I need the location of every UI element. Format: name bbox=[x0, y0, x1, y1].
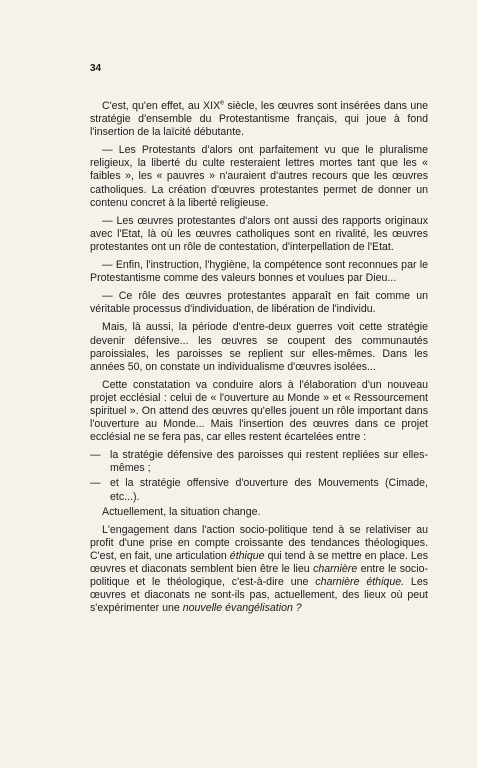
paragraph bbox=[90, 259, 428, 285]
italic-text: éthique bbox=[229, 549, 265, 562]
text-run: — Ce rôle des œuvres protestantes apparaît en fait comme un véritable processus d'individuation, de libération de l'individu. bbox=[90, 290, 428, 316]
paragraph bbox=[90, 321, 428, 373]
paragraph-group bbox=[90, 100, 428, 444]
italic-text: nouvelle évangélisation ? bbox=[182, 602, 302, 615]
bullet-text: et la stratégie offensive d'ouverture des Mouvements (Cimade, etc...). bbox=[110, 477, 428, 503]
text-run: siècle, les œuvres sont insérées dans une stratégie d'ensemble du Protestantisme français, qui joue à fond l'insertion de la laïcité débutante. bbox=[90, 100, 428, 139]
text-run: — Les Protestants d'alors ont parfaitement vu que le pluralisme religieux, la liberté du culte resteraient lettres mortes tant que les « faibles », les « pauvres » n'auraient d'autres recours que les œuvres catholiques. La création d'œuvres protestantes permet de donner un contenu concret à la liberté religieuse. bbox=[90, 144, 428, 209]
superscript: e bbox=[220, 99, 225, 107]
paragraph bbox=[90, 144, 428, 209]
dash-marker: — bbox=[90, 477, 101, 490]
dash-marker: — bbox=[90, 449, 101, 462]
bullet-text: la stratégie défensive des paroisses qui restent repliées sur elles-mêmes ; bbox=[110, 449, 428, 475]
italic-text: charnière éthique. bbox=[315, 576, 405, 589]
text-run: — Enfin, l'instruction, l'hygiène, la compétence sont reconnues par le Protestantisme comme des valeurs bonnes et voulues par Dieu... bbox=[90, 259, 428, 285]
text-run: L'engagement dans l'action socio-politique tend à se relativiser au profit d'une prise en compte croissante des tendances théologiques. C'est, en fait, une articulation bbox=[90, 523, 428, 562]
page-body bbox=[90, 100, 428, 620]
bullet-item bbox=[90, 449, 428, 475]
paragraph bbox=[90, 290, 428, 316]
paragraph bbox=[90, 100, 428, 139]
text-run: Actuellement, la situation change. bbox=[102, 505, 261, 518]
text-run: qui tend à se mettre en place. Les œuvres et diaconats semblent bien être le lieu bbox=[90, 549, 428, 575]
paragraph bbox=[90, 379, 428, 444]
text-run: Cette constatation va conduire alors à l'élaboration d'un nouveau projet ecclésial : celui de « l'ouverture au Monde » et « Ressourcement spirituel ». On attend des œuvres qu'elles jouent un rôle important dans l'ouverture au Monde... Mais l'insertion des œuvres dans ce projet ecclésial ne se fera pas, car elles restent écartelées entre : bbox=[90, 378, 428, 444]
paragraph bbox=[90, 215, 428, 254]
text-run: Mais, là aussi, la période d'entre-deux guerres voit cette stratégie devenir défensive... les œuvres se coupent des communautés paroissiales, les paroisses se replient sur elles-mêmes. Dans les années 50, on constate un individualisme d'œuvres isolées... bbox=[90, 321, 428, 373]
bullet-item bbox=[90, 477, 428, 503]
italic-text: charnière bbox=[313, 563, 358, 575]
text-run: Les œuvres et diaconats ne sont-ils pas, actuellement, des lieux où peut s'expérimenter une bbox=[90, 576, 429, 615]
paragraph bbox=[90, 524, 428, 616]
page-number: 34 bbox=[90, 63, 102, 74]
paragraph bbox=[90, 506, 428, 519]
text-run: C'est, qu'en effet, au XIX bbox=[102, 100, 221, 112]
text-run: — Les œuvres protestantes d'alors ont aussi des rapports originaux avec l'Etat, là où les œuvres catholiques sont en rivalité, les œuvres protestantes ont un rôle de contestation, d'interpellation de l'Etat. bbox=[90, 214, 428, 253]
text-run: entre le socio-politique et le théologique, c'est-à-dire une bbox=[90, 563, 428, 589]
closing-paragraphs bbox=[90, 506, 428, 616]
bullet-list bbox=[90, 449, 428, 503]
